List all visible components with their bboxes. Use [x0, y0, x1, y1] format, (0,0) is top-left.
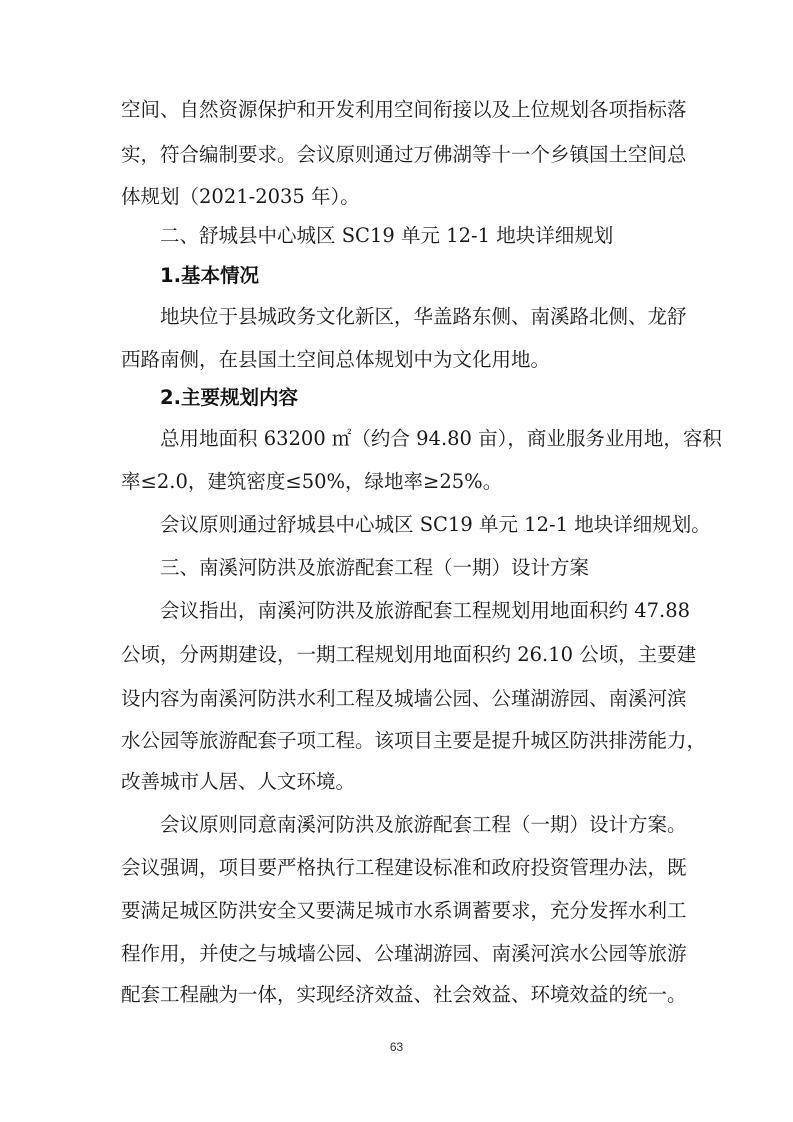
section-heading: 二、舒城县中心城区 SC19 单元 12-1 地块详细规划 — [160, 224, 614, 247]
page-number: 63 — [389, 1040, 404, 1054]
body-text-line: 实，符合编制要求。会议原则通过万佛湖等十一个乡镇国土空间总 — [121, 143, 687, 166]
body-text-line: 空间、自然资源保护和开发利用空间衔接以及上位规划各项指标落 — [121, 98, 687, 121]
body-text-line: 公顷，分两期建设，一期工程规划用地面积约 26.10 公顷，主要建 — [121, 643, 697, 666]
body-text-line: 要满足城区防洪安全又要满足城市水系调蓄要求，充分发挥水利工 — [121, 899, 687, 922]
body-text-line: 会议指出，南溪河防洪及旅游配套工程规划用地面积约 47.88 — [160, 599, 691, 622]
body-text-line: 配套工程融为一体，实现经济效益、社会效益、环境效益的统一。 — [121, 983, 687, 1006]
body-text-line: 会议原则通过舒城县中心城区 SC19 单元 12-1 地块详细规划。 — [160, 513, 711, 536]
body-text-line: 率≤2.0，建筑密度≤50%，绿地率≥25%。 — [121, 470, 503, 493]
body-text-line: 程作用，并使之与城墙公园、公瑾湖游园、南溪河滨水公园等旅游 — [121, 942, 687, 965]
body-text-line: 地块位于县城政务文化新区，华盖路东侧、南溪路北侧、龙舒 — [160, 305, 687, 328]
body-text-line: 设内容为南溪河防洪水利工程及城墙公园、公瑾湖游园、南溪河滨 — [121, 687, 687, 710]
body-text-line: 会议强调，项目要严格执行工程建设标准和政府投资管理办法，既 — [121, 856, 687, 879]
section-heading: 三、南溪河防洪及旅游配套工程（一期）设计方案 — [160, 556, 590, 579]
body-text-line: 会议原则同意南溪河防洪及旅游配套工程（一期）设计方案。 — [160, 813, 687, 836]
subsection-heading: 1.基本情况 — [160, 264, 259, 287]
body-text-line: 总用地面积 63200 ㎡（约合 94.80 亩），商业服务业用地，容积 — [160, 427, 722, 450]
subsection-heading: 2.主要规划内容 — [160, 386, 298, 409]
body-text-line: 改善城市人居、人文环境。 — [121, 770, 356, 793]
body-text-line: 水公园等旅游配套子项工程。该项目主要是提升城区防洪排涝能力， — [121, 729, 707, 752]
body-text-line: 体规划（2021-2035 年）。 — [121, 185, 360, 208]
body-text-line: 西路南侧，在县国土空间总体规划中为文化用地。 — [121, 348, 551, 371]
